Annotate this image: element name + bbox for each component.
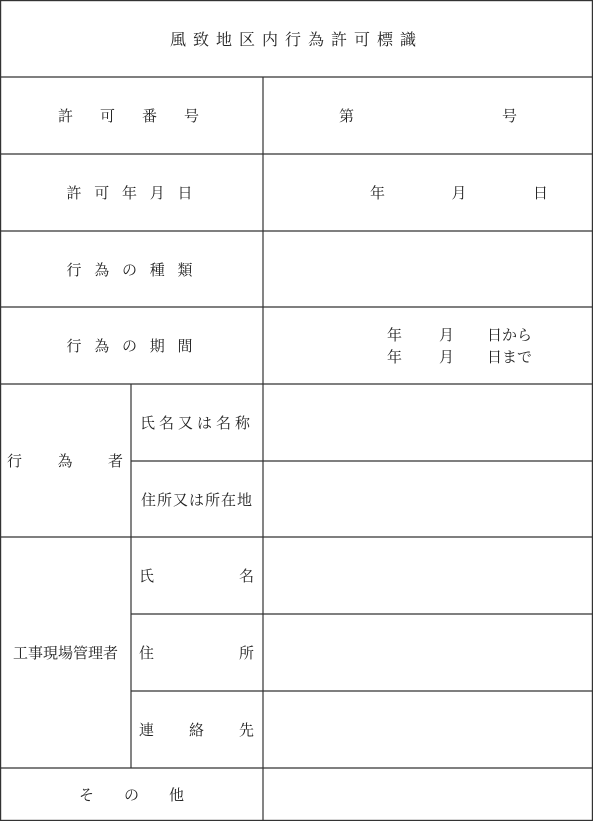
actor-label (0, 384, 131, 537)
act-period-label-text: 行 為 の 期 間 (66, 337, 197, 355)
permit-date-day: 日 (532, 184, 548, 202)
other-label-text: そ の 他 (78, 786, 184, 804)
site-manager-contact-right: 先 (238, 721, 254, 739)
permit-number-label-text: 許 可 番 号 (57, 107, 205, 125)
act-period-to-day: 日まで (486, 347, 532, 366)
site-manager-contact-mid: 絡 (188, 721, 204, 739)
act-period-from-month: 月 (438, 325, 454, 344)
permit-number-field[interactable] (263, 77, 593, 154)
act-period-field[interactable] (263, 307, 593, 384)
actor-label-right: 者 (107, 452, 123, 470)
actor-address-label-text: 住所又は所在地 (140, 490, 253, 509)
actor-address-label (131, 461, 263, 537)
act-type-field[interactable] (263, 231, 593, 307)
permit-date-label-text: 許 可 年 月 日 (66, 184, 197, 202)
site-manager-address-right: 所 (238, 644, 254, 662)
site-manager-name-left: 氏 (139, 567, 155, 585)
permit-number-prefix: 第 (339, 107, 355, 125)
permit-date-label (0, 154, 263, 231)
other-label (0, 768, 263, 821)
act-period-to-year: 年 (386, 347, 402, 366)
permit-number-label (0, 77, 263, 154)
act-period-from (387, 324, 532, 346)
other-field[interactable] (263, 768, 593, 821)
actor-name-label-text: 氏名又は名称 (139, 414, 254, 432)
site-manager-name-field[interactable] (263, 537, 593, 614)
permit-date-field[interactable] (263, 154, 593, 231)
site-manager-label-text: 工事現場管理者 (12, 644, 118, 662)
site-manager-address-label (131, 614, 263, 691)
actor-name-label (131, 384, 263, 461)
act-period-from-day: 日から (486, 325, 532, 344)
site-manager-address-left: 住 (139, 644, 155, 662)
act-period-to-month: 月 (438, 347, 454, 366)
site-manager-contact-field[interactable] (263, 691, 593, 768)
permit-number-suffix: 号 (501, 107, 517, 125)
act-period-to (387, 346, 532, 368)
form-title: 風致地区内行為許可標識 (169, 30, 423, 49)
permit-date-month: 月 (451, 184, 467, 202)
site-manager-address-field[interactable] (263, 614, 593, 691)
actor-label-mid: 為 (57, 452, 73, 470)
actor-label-left: 行 (7, 452, 23, 470)
act-period-from-year: 年 (386, 325, 402, 344)
actor-address-field[interactable] (263, 461, 593, 537)
site-manager-contact-label (131, 691, 263, 768)
permit-date-year: 年 (370, 184, 386, 202)
site-manager-name-label (131, 537, 263, 614)
site-manager-label (0, 537, 131, 768)
actor-name-field[interactable] (263, 384, 593, 461)
act-type-label-text: 行 為 の 種 類 (66, 260, 197, 279)
act-period-label (0, 307, 263, 384)
act-type-label (0, 231, 263, 307)
site-manager-contact-left: 連 (139, 721, 155, 739)
site-manager-name-right: 名 (238, 567, 254, 585)
